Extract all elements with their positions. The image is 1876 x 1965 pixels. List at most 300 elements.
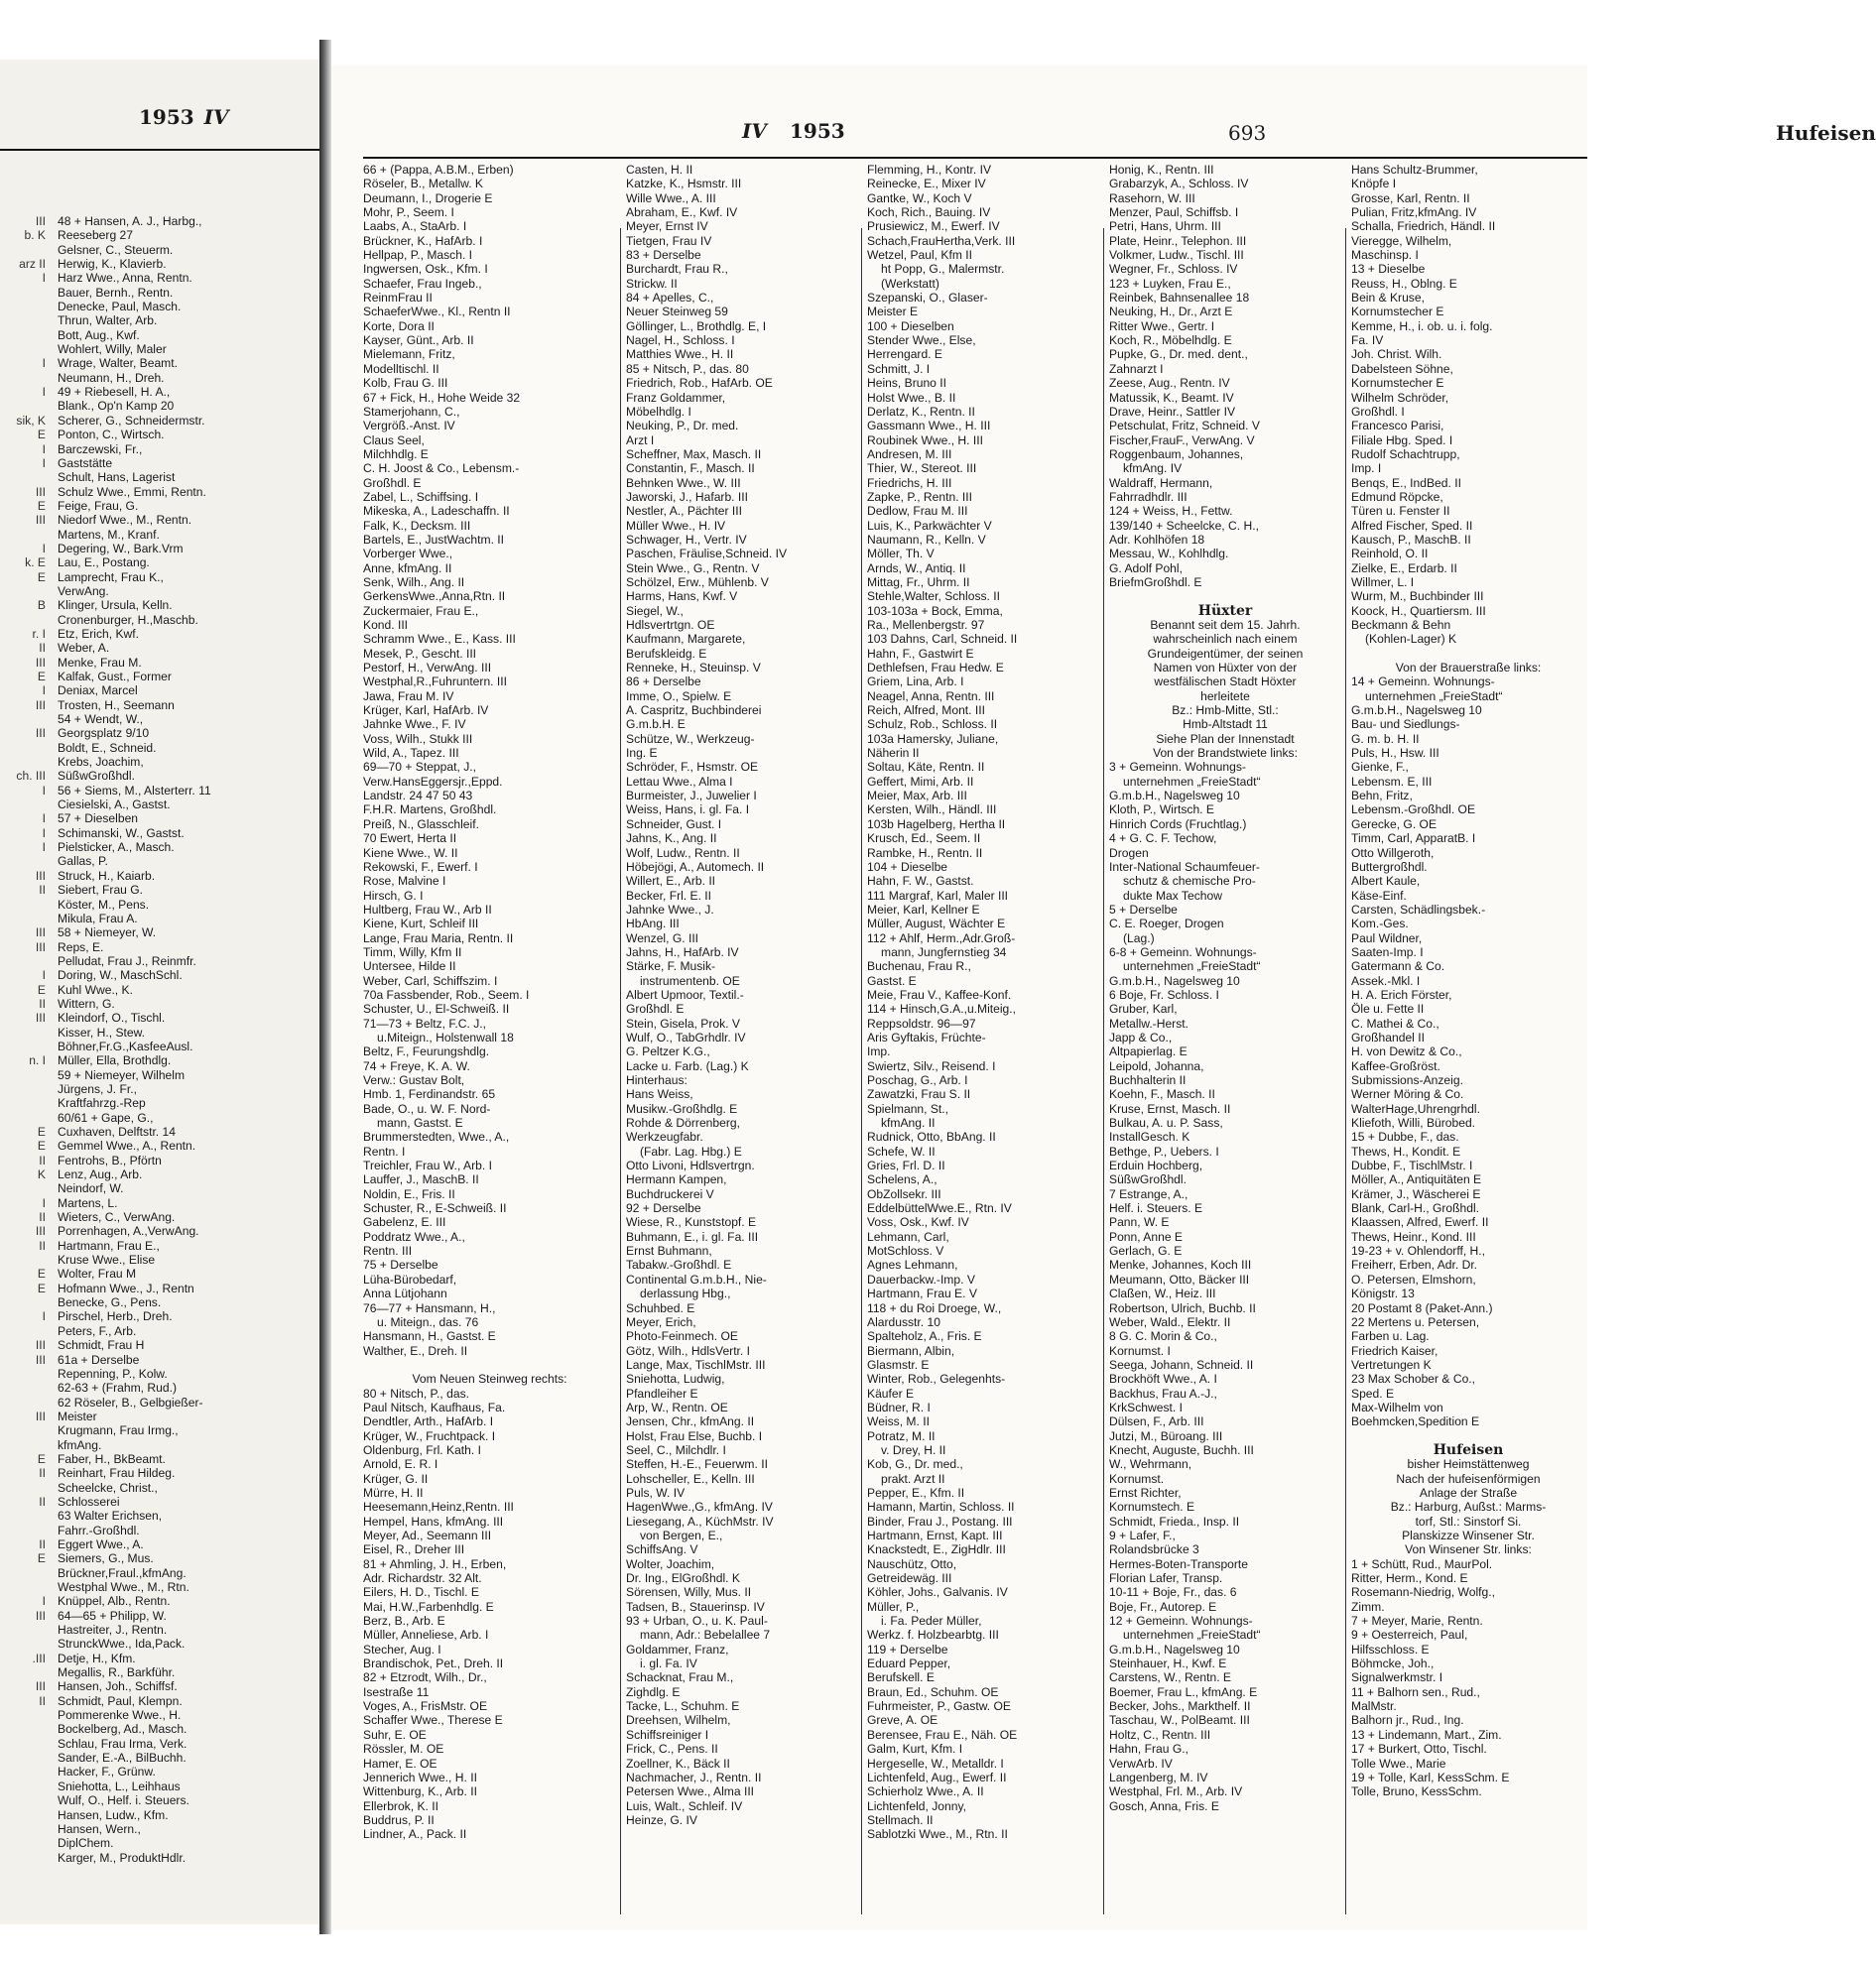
directory-entry: Timm, Willy, Kfm II (363, 944, 462, 959)
margin-code: E (37, 1139, 46, 1154)
margin-code: I (42, 968, 46, 983)
directory-entry: Imp. I (1351, 461, 1382, 476)
directory-entry: Müller, Anneliese, Arb. I (363, 1628, 489, 1643)
directory-entry: Glasmstr. E (867, 1357, 930, 1372)
directory-entry: HbAng. III (626, 917, 680, 931)
directory-entry: unternehmen „FreieStadt“ (1365, 688, 1503, 703)
directory-entry: Dülsen, F., Arb. III (1109, 1414, 1204, 1429)
directory-entry: Lichtenfeld, Aug., Ewerf. II (867, 1770, 1007, 1784)
directory-entry: Ponton, C., Wirtsch. (58, 428, 165, 442)
margin-code: n. I (29, 1053, 46, 1068)
directory-entry: Hansen, Ludw., Kfm. (58, 1807, 169, 1822)
directory-entry: Meyer, Ernst IV (626, 219, 708, 234)
directory-entry: Bartels, E., JustWachtm. II (363, 532, 505, 547)
directory-entry: Florian Lafer, Transp. (1109, 1571, 1223, 1586)
directory-entry: Thier, W., Stereot. III (867, 461, 977, 476)
directory-entry: Eduard Pepper, (867, 1657, 951, 1671)
directory-entry: Reinecke, E., Mixer IV (867, 177, 986, 191)
directory-entry: Naumann, R., Kelln. V (867, 532, 986, 547)
directory-entry: Vergröß.-Anst. IV (363, 419, 455, 433)
margin-code: I (42, 1309, 46, 1324)
directory-entry: Dabelsteen Söhne, (1351, 361, 1453, 376)
directory-entry: Heesemann,Heinz,Rentn. III (363, 1500, 514, 1515)
directory-entry: Signalwerkmstr. I (1351, 1670, 1443, 1685)
directory-entry: Holst Wwe., B. II (867, 390, 956, 405)
directory-entry: Kob, G., Dr. med., (867, 1457, 963, 1472)
directory-entry: Treichler, Frau W., Arb. I (363, 1159, 492, 1173)
margin-code (2, 1637, 46, 1651)
house-number-entry: 11 + Balhorn sen., Rud., (1351, 1684, 1480, 1699)
directory-entry: Schmidt, Frau H (58, 1338, 145, 1353)
directory-entry: Rudolf Schachtrupp, (1351, 446, 1460, 461)
house-number-entry: 66 + (Pappa, A.B.M., Erben) (363, 163, 514, 177)
directory-entry: Plate, Heinr., Telephon. III (1109, 233, 1247, 248)
directory-entry: Heins, Bruno II (867, 376, 946, 391)
directory-entry: G.m.b.H., Nagelsweg 10 (1109, 1642, 1240, 1657)
directory-column-4 (1109, 163, 1341, 1813)
directory-entry: Bockelberg, Ad., Masch. (58, 1722, 188, 1737)
directory-entry: Hartmann, Frau E. V (867, 1287, 977, 1301)
directory-entry: Westphal Wwe., M., Rtn. (58, 1580, 189, 1594)
directory-entry: Reinbek, Bahnsenallee 18 (1109, 291, 1250, 306)
margin-code (2, 1040, 46, 1053)
directory-entry: Franz Goldammer, (626, 390, 726, 405)
directory-entry: Fentrohs, B., Pförtn (58, 1153, 162, 1167)
running-head-word: Hufeisen (1776, 121, 1876, 145)
house-number-entry: 15 + Dubbe, F., das. (1351, 1130, 1459, 1145)
margin-code (2, 1026, 46, 1040)
margin-code: sik, K (16, 413, 46, 428)
margin-code (2, 470, 46, 484)
directory-entry: Puls, H., Hsw. III (1351, 746, 1439, 761)
directory-entry: Poschag, G., Arb. I (867, 1073, 968, 1087)
directory-entry: Arzt I (626, 432, 655, 447)
directory-entry: Thews, H., Kondit. E (1351, 1144, 1461, 1159)
directory-entry: Dreehsen, Wilhelm, (626, 1713, 731, 1728)
directory-entry: Wild, A., Tapez. III (363, 746, 459, 761)
directory-entry: Wille Wwe., A. III (626, 190, 716, 205)
house-number-entry: 123 + Luyken, Frau E., (1109, 276, 1231, 291)
directory-entry: Benqs, E., IndBed. II (1351, 475, 1461, 490)
directory-entry: Brandischok, Pet., Dreh. II (363, 1657, 504, 1671)
left-header-rule (0, 149, 319, 151)
directory-entry: Schmitt, J. I (867, 361, 931, 376)
directory-entry: Büdner, R. I (867, 1400, 931, 1414)
directory-entry: Siegel, W., (626, 603, 684, 618)
house-number-entry: 103 Dahns, Carl, Schneid. II (867, 632, 1018, 647)
directory-entry: Nagel, H., Schloss. I (626, 333, 735, 348)
directory-entry: Mittag, Fr., Uhrm. II (867, 574, 970, 589)
directory-entry: H. von Dewitz & Co., (1351, 1044, 1462, 1059)
directory-entry: Buchhalterin II (1109, 1073, 1187, 1087)
directory-entry: Wolf, Ludw., Rentn. II (626, 845, 740, 860)
margin-code: I (42, 541, 46, 555)
directory-entry: Paul Nitsch, Kaufhaus, Fa. (363, 1400, 506, 1414)
directory-entry: Meier, Karl, Kellner E (867, 902, 980, 917)
margin-code (2, 371, 46, 385)
directory-entry: Reuss, H., Oblng. E (1351, 276, 1457, 291)
directory-entry: Sped. E (1351, 1386, 1395, 1401)
house-number-entry: 70a Fassbender, Rob., Seem. I (363, 987, 530, 1002)
directory-entry: Gienke, F., (1351, 760, 1409, 775)
directory-entry: Bulkau, A. u. P. Sass, (1109, 1116, 1223, 1131)
directory-entry: Ellerbrok, K. II (363, 1798, 438, 1813)
directory-entry: Schalla, Friedrich, Händl. II (1351, 219, 1496, 234)
directory-entry: Kemme, H., i. ob. u. i. folg. (1351, 318, 1493, 333)
house-number-entry: 54 + Wendt, W., (58, 712, 144, 727)
directory-entry: Heinze, G. IV (626, 1812, 697, 1827)
directory-entry: Meier, Max, Arb. III (867, 789, 967, 803)
directory-entry: Derlatz, K., Rentn. II (867, 404, 975, 419)
margin-code (2, 300, 46, 313)
directory-entry: Matussik, K., Beamt. IV (1109, 390, 1234, 405)
directory-entry: Schwager, H., Vertr. IV (626, 532, 747, 547)
directory-entry: Müller, August, Wächter E (867, 917, 1006, 931)
house-number-entry: 100 + Dieselben (867, 318, 954, 333)
directory-entry: Luis, Walt., Schleif. IV (626, 1798, 743, 1813)
margin-code: K (37, 1167, 46, 1182)
directory-entry: SchaeferWwe., Kl., Rentn II (363, 305, 511, 319)
directory-entry: Noldin, E., Fris. II (363, 1186, 455, 1201)
margin-code (2, 1253, 46, 1267)
directory-entry: Harms, Hans, Kwf. V (626, 589, 738, 604)
directory-entry: Dauerbackw.-Imp. V (867, 1272, 975, 1287)
margin-code (2, 313, 46, 327)
house-number-entry: 7 Estrange, A., (1109, 1186, 1188, 1201)
directory-entry: Eggert Wwe., A. (58, 1536, 144, 1551)
directory-entry: Tolle Wwe., Marie (1351, 1756, 1446, 1771)
directory-entry: Zuckermaier, Frau E., (363, 603, 479, 618)
directory-entry: ht Popp, G., Malermstr. (881, 262, 1005, 277)
directory-entry: mann, Jungfernstieg 34 (881, 944, 1007, 959)
directory-entry: Hofmann Wwe., J., Rentn (58, 1281, 194, 1295)
directory-entry: Wohlert, Willy, Maler (58, 342, 167, 357)
directory-entry: Gatermann & Co. (1351, 959, 1445, 974)
directory-entry: Hermann Kampen, (626, 1172, 727, 1187)
directory-entry: Denecke, Paul, Masch. (58, 300, 182, 314)
directory-entry: Hergeselle, W., Metalldr. I (867, 1756, 1004, 1771)
margin-code: E (37, 498, 46, 513)
house-number-entry: 67 + Fick, H., Hohe Weide 32 (363, 390, 521, 405)
directory-entry: G.m.b.H. E (626, 717, 686, 732)
directory-entry: Tacke, L., Schuhm. E (626, 1699, 740, 1714)
house-number-entry: 6-8 + Gemeinn. Wohnungs- (1109, 944, 1257, 959)
directory-entry: Ritter, Herm., Kond. E (1351, 1571, 1468, 1586)
directory-entry: Musikw.-Großhdlg. E (626, 1101, 738, 1116)
directory-entry: Korte, Dora II (363, 318, 435, 333)
directory-entry: Blank, Carl-H., Großhdl. (1351, 1201, 1480, 1216)
directory-entry: Köhler, Johs., Galvanis. IV (867, 1585, 1008, 1600)
left-margin-codes (2, 214, 46, 1708)
directory-entry: Möller, Th. V (867, 547, 935, 561)
directory-entry: Werkz. f. Holzbearbtg. III (867, 1628, 999, 1643)
directory-entry: Timm, Carl, ApparatB. I (1351, 831, 1476, 846)
directory-entry: Suhr, E. OE (363, 1727, 427, 1742)
directory-entry: kfmAng. IV (1123, 461, 1183, 476)
house-number-entry: 14 + Gemeinn. Wohnungs- (1351, 675, 1495, 689)
directory-entry: Voss, Wilh., Stukk III (363, 731, 473, 746)
directory-entry: Otto Willgeroth, (1351, 845, 1435, 860)
directory-entry: Martens, L. (58, 1195, 118, 1210)
directory-entry: Schuster, U., El-Schweiß. II (363, 1002, 510, 1017)
directory-entry: Knecht, Auguste, Buchh. III (1109, 1442, 1254, 1457)
margin-code: III (35, 484, 46, 499)
directory-entry: Scherer, G., Schneidermstr. (58, 413, 205, 428)
directory-entry: Boehmcken,Spedition E (1351, 1414, 1480, 1429)
directory-entry: Siebert, Frau G. (58, 883, 144, 898)
house-number-entry: 6 Boje, Fr. Schloss. I (1109, 987, 1219, 1002)
directory-entry: Feige, Frau, G. (58, 498, 139, 513)
house-number-entry: 20 Postamt 8 (Paket-Ann.) (1351, 1300, 1493, 1315)
left-header-year: 1953 (139, 105, 194, 129)
house-number-entry: 76—77 + Hansmann, H., (363, 1300, 496, 1315)
directory-entry: Jahnke Wwe., F. IV (363, 717, 466, 732)
directory-entry: Lettau Wwe., Alma I (626, 774, 733, 789)
directory-entry: Puls, W. IV (626, 1485, 686, 1500)
directory-entry: Meyer, Ad., Seemann III (363, 1529, 492, 1542)
directory-entry: Drave, Heinr., Sattler IV (1109, 404, 1236, 419)
directory-entry: Schefe, W. II (867, 1144, 936, 1159)
margin-code (2, 1082, 46, 1096)
directory-entry: dukte Max Techow (1123, 888, 1222, 903)
directory-entry: Petri, Hans, Uhrm. III (1109, 219, 1221, 234)
house-number-entry: 61a + Derselbe (58, 1352, 140, 1367)
directory-entry: Stamerjohann, C., (363, 404, 460, 419)
house-number-entry: 57 + Dieselben (58, 811, 139, 826)
directory-entry: Ing. E (626, 746, 658, 761)
directory-entry: Scheelcke, Christ., (58, 1480, 158, 1495)
directory-entry: Zielke, E., Erdarb. II (1351, 560, 1457, 575)
directory-entry: Klinger, Ursula, Kelln. (58, 598, 173, 613)
directory-entry: Schmidt, Frieda., Insp. II (1109, 1514, 1240, 1529)
directory-entry: Krüger, G. II (363, 1471, 429, 1486)
directory-entry: ObZollsekr. III (867, 1186, 941, 1201)
margin-code: III (35, 1352, 46, 1367)
house-number-entry: 8 G. C. Morin & Co., (1109, 1329, 1217, 1344)
directory-entry: Dubbe, F., TischlMstr. I (1351, 1159, 1473, 1173)
directory-entry: Möller, A., Antiquitäten E (1351, 1172, 1482, 1187)
directory-entry: G. m. b. H. II (1351, 731, 1420, 746)
directory-entry: Kalfak, Gust., Former (58, 670, 172, 683)
directory-entry: Kersten, Wilh., Händl. III (867, 802, 997, 817)
directory-entry: Werkzeugfabr. (626, 1130, 703, 1145)
house-number-entry: 69—70 + Steppat, J., (363, 760, 476, 775)
margin-code: B (37, 598, 46, 613)
directory-entry: prakt. Arzt II (881, 1471, 945, 1486)
directory-entry: Neumann, H., Dreh. (58, 370, 165, 385)
directory-entry: Schulz, Rob., Schloss. II (867, 717, 998, 732)
directory-entry: Grundeigentümer, der seinen (1147, 646, 1304, 661)
right-header-volume: IV (742, 119, 767, 143)
directory-entry: Goldammer, Franz, (626, 1642, 729, 1657)
directory-entry: Pestorf, H., VerwAng. III (363, 661, 492, 675)
directory-entry: Senk, Wilh., Ang. II (363, 574, 465, 589)
house-number-entry: 62-63 + (Frahm, Rud.) (58, 1381, 177, 1396)
directory-entry: Verw.HansEggersjr.,Eppd. (363, 774, 503, 789)
margin-code: E (37, 569, 46, 584)
directory-entry: Roggenbaum, Johannes, (1109, 446, 1244, 461)
directory-entry (363, 1358, 616, 1372)
directory-entry: Brockhöft Wwe., A. I (1109, 1372, 1217, 1387)
directory-entry: Petersen Wwe., Alma III (626, 1784, 755, 1799)
house-number-entry: 84 + Apelles, C., (626, 291, 714, 306)
directory-entry: Schimanski, W., Gastst. (58, 825, 185, 840)
directory-entry: Lichtenfeld, Jonny, (867, 1798, 966, 1813)
directory-entry: Albert Kaule, (1351, 874, 1421, 889)
directory-entry: Tietgen, Frau IV (626, 233, 712, 248)
directory-entry: Anlage der Straße (1419, 1485, 1518, 1500)
directory-entry: Berz, B., Arb. E (363, 1614, 445, 1629)
margin-code: I (42, 683, 46, 698)
directory-entry: Lüha-Bürobedarf, (363, 1272, 457, 1287)
directory-entry: Wegner, Fr., Schloss. IV (1109, 262, 1238, 277)
directory-entry: Peters, F., Arb. (58, 1323, 137, 1338)
directory-entry: Vom Neuen Steinweg rechts: (412, 1372, 567, 1387)
directory-entry: Hdlsvertrtgn. OE (626, 618, 715, 632)
margin-code (2, 1580, 46, 1594)
directory-entry: Müller, Ella, Brothdlg. (58, 1053, 172, 1068)
directory-entry: Meyer, Erich, (626, 1314, 696, 1329)
directory-entry: Koock, H., Quartiersm. III (1351, 603, 1486, 618)
directory-entry: u. Miteign., das. 76 (377, 1314, 479, 1329)
directory-entry: Gassmann Wwe., H. III (867, 419, 991, 433)
margin-code: III (35, 726, 46, 741)
directory-entry: Weber, Carl, Schiffszim. I (363, 973, 498, 988)
directory-entry: SüßwGroßhdl. (58, 769, 135, 784)
directory-entry: Kond. III (363, 618, 409, 632)
directory-entry: Arnds, W., Antiq. II (867, 560, 966, 575)
directory-entry: Trosten, H., Seemann (58, 697, 175, 712)
directory-entry: Rolandsbrücke 3 (1109, 1542, 1199, 1557)
directory-entry: Neagel, Anna, Rentn. III (867, 688, 995, 703)
directory-entry: Kaffee-Großröst. (1351, 1058, 1440, 1073)
margin-code: I (42, 783, 46, 798)
directory-entry: Aris Gyftakis, Früchte- (867, 1030, 986, 1044)
directory-entry: Dr. Ing., ElGroßhdl. K (626, 1571, 740, 1586)
margin-code: I (42, 271, 46, 286)
directory-entry: Assek.-Mkl. I (1351, 973, 1421, 988)
margin-code (2, 613, 46, 627)
directory-entry: Altpapierlag. E (1109, 1044, 1188, 1059)
margin-code: arz II (19, 257, 46, 272)
margin-code: III (35, 939, 46, 954)
directory-entry: Jahns, H., HafArb. IV (626, 944, 739, 959)
directory-entry: (Werkstatt) (881, 276, 939, 291)
directory-entry: Krüger, Karl, HafArb. IV (363, 703, 489, 718)
column-divider (1103, 228, 1104, 1914)
directory-entry: i. Fa. Peder Müller, (881, 1614, 982, 1629)
directory-entry: Pann, W. E (1109, 1215, 1170, 1230)
house-number-entry: 82 + Etzrodt, Wilh., Dr., (363, 1670, 487, 1685)
directory-entry: Lauffer, J., MaschB. II (363, 1172, 479, 1187)
house-number-entry: 49 + Riebesell, H. A., (58, 385, 171, 400)
margin-code (2, 1181, 46, 1195)
directory-entry: Lindner, A., Pack. II (363, 1827, 467, 1842)
directory-entry: Großhdl. E (626, 1002, 685, 1017)
directory-entry: Friedrich Kaiser, (1351, 1343, 1438, 1358)
directory-entry: Kausch, P., MaschB. II (1351, 532, 1471, 547)
margin-code (2, 286, 46, 300)
directory-entry: Bz.: Harburg, Außst.: Marms- (1390, 1500, 1547, 1515)
directory-entry: Ciesielski, A., Gastst. (58, 798, 171, 812)
house-number-entry: 19 + Tolle, Karl, KessSchm. E (1351, 1770, 1510, 1784)
directory-entry: Porrenhagen, A.,VerwAng. (58, 1224, 199, 1239)
directory-entry: Paul Wildner, (1351, 930, 1423, 945)
directory-entry: Reich, Alfred, Mont. III (867, 703, 985, 718)
margin-code: I (42, 1594, 46, 1609)
directory-entry: Kornumstech. E (1109, 1500, 1195, 1515)
directory-entry: Lebensm. E, III (1351, 774, 1433, 789)
directory-entry: Pirschel, Herb., Dreh. (58, 1309, 173, 1324)
directory-entry: Albert Upmoor, Textil.- (626, 987, 744, 1002)
margin-code (2, 1566, 46, 1580)
directory-entry: Stecher, Aug. I (363, 1642, 441, 1657)
directory-entry: Sablotzki Wwe., M., Rtn. II (867, 1827, 1008, 1842)
directory-column-2 (626, 163, 857, 1827)
left-entries-column (58, 214, 317, 1865)
directory-entry: StrunckWwe., Ida,Pack. (58, 1637, 186, 1652)
directory-entry: herleitete (1200, 688, 1250, 703)
directory-entry: Kornumstecher E (1351, 305, 1444, 319)
directory-entry: Leipold, Johanna, (1109, 1058, 1204, 1073)
directory-entry: F.H.R. Martens, Großhdl. (363, 802, 497, 817)
house-number-entry: 3 + Gemeinn. Wohnungs- (1109, 760, 1246, 775)
directory-entry: Zapke, P., Rentn. III (867, 489, 972, 504)
margin-code: E (37, 1267, 46, 1282)
directory-entry: Langenberg, M. IV (1109, 1770, 1208, 1784)
directory-entry: Gries, Frl. D. II (867, 1159, 945, 1173)
directory-entry: Kolb, Frau G. III (363, 376, 448, 391)
directory-entry: Deniax, Marcel (58, 683, 138, 698)
margin-code: III (35, 925, 46, 940)
directory-entry: Menke, Johannes, Koch III (1109, 1258, 1252, 1273)
directory-entry: Kornumst. I (1109, 1343, 1171, 1358)
column-divider (620, 228, 621, 1914)
directory-entry: Wittern, G. (58, 996, 115, 1011)
directory-entry: Imp. (867, 1044, 891, 1059)
directory-entry: Möbelhdlg. I (626, 404, 691, 419)
directory-entry: Gemmel Wwe., A., Rentn. (58, 1139, 196, 1154)
directory-entry: Stehle,Walter, Schloss. II (867, 589, 1000, 604)
directory-entry: Koch, R., Möbelhdlg. E (1109, 333, 1232, 348)
directory-entry: Agnes Lehmann, (867, 1258, 958, 1273)
directory-entry: Kruse Wwe., Elise (58, 1253, 156, 1268)
directory-entry: Greve, A. OE (867, 1713, 938, 1728)
directory-entry: Rekowski, F., Ewerf. I (363, 859, 478, 874)
directory-entry: Kayser, Günt., Arb. II (363, 333, 474, 348)
directory-entry: Kornumstecher E (1351, 376, 1444, 391)
directory-entry: Von der Brauerstraße links: (1395, 661, 1542, 675)
margin-code (2, 712, 46, 726)
directory-entry: Köster, M., Pens. (58, 897, 150, 912)
directory-entry: Krämer, J., Wäscherei E (1351, 1186, 1481, 1201)
directory-entry: Honig, K., Rentn. III (1109, 163, 1214, 177)
directory-entry: bisher Heimstättenweg (1407, 1457, 1530, 1472)
directory-entry: Georgsplatz 9/10 (58, 726, 150, 741)
house-number-entry: 124 + Weiss, H., Fettw. (1109, 504, 1233, 519)
directory-entry: Thrun, Walter, Arb. (58, 313, 158, 328)
directory-entry: Nachmacher, J., Rentn. II (626, 1770, 762, 1784)
margin-code: I (42, 385, 46, 400)
directory-entry: Wulf, O., TabGrhdlr. IV (626, 1030, 746, 1044)
margin-code (2, 854, 46, 868)
directory-entry: Boemer, Frau L., kfmAng. E (1109, 1684, 1258, 1699)
directory-entry: MotSchloss. V (867, 1244, 944, 1259)
directory-entry: Mai, H.W.,Farbenhdlg. E (363, 1599, 494, 1614)
directory-entry: Beckmann & Behn (1351, 618, 1451, 632)
directory-entry: Kuhl Wwe., K. (58, 982, 133, 997)
margin-code (2, 954, 46, 968)
